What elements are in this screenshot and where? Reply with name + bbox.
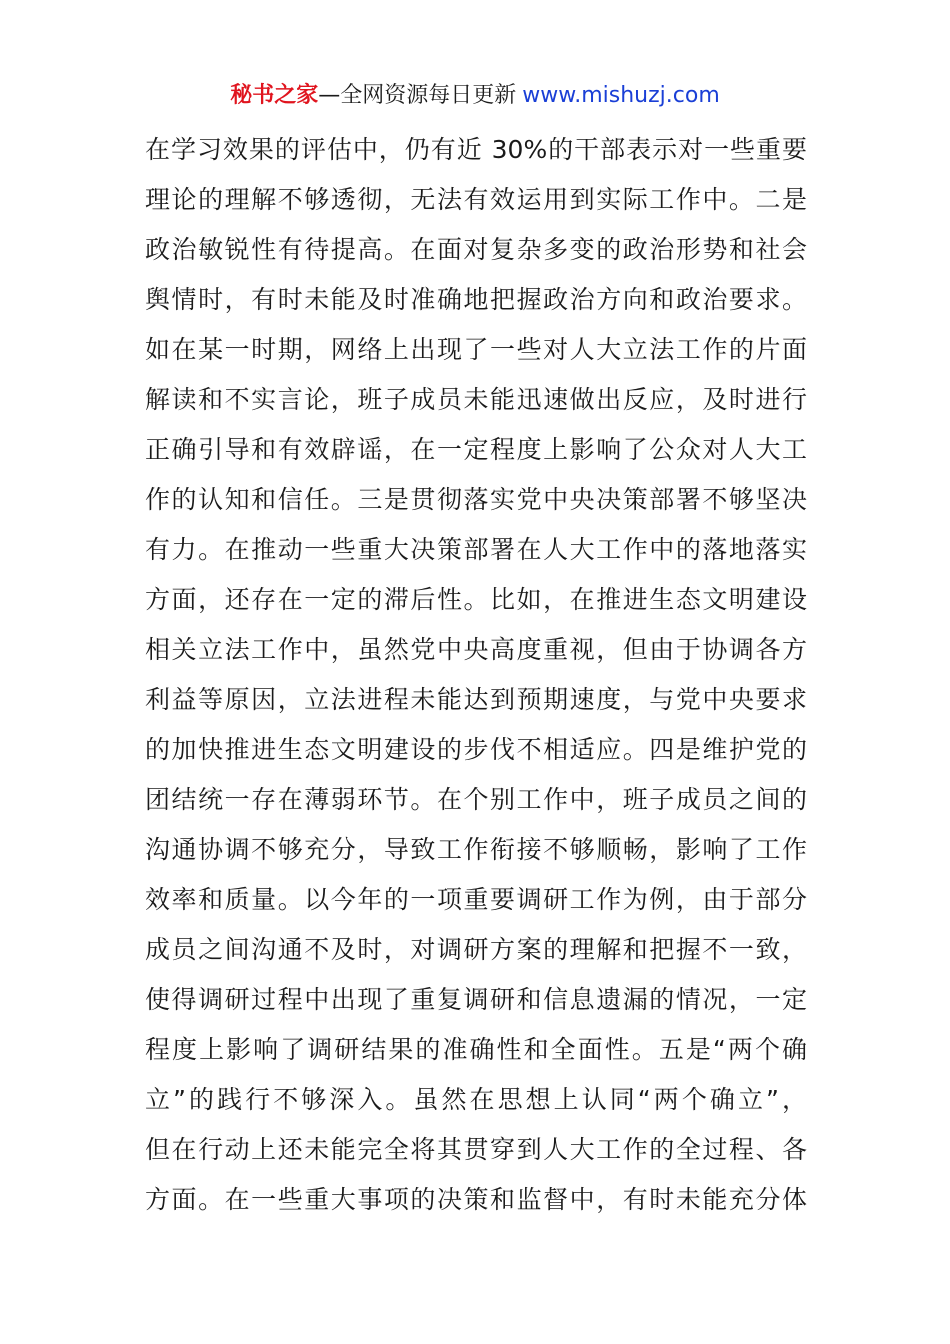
text-line: 正确引导和有效辟谣，在一定程度上影响了公众对人大工 xyxy=(145,435,807,464)
text-line: 程度上影响了调研结果的准确性和全面性。五是“两个确 xyxy=(145,1035,807,1064)
text-line: 在学习效果的评估中，仍有近 30%的干部表示对一些重要 xyxy=(145,135,807,164)
text-line: 舆情时，有时未能及时准确地把握政治方向和政治要求。 xyxy=(145,285,807,314)
text-line: 立”的践行不够深入。虽然在思想上认同“两个确立”， xyxy=(145,1085,807,1114)
text-line: 的加快推进生态文明建设的步伐不相适应。四是维护党的 xyxy=(145,735,807,764)
text-line: 有力。在推动一些重大决策部署在人大工作中的落地落实 xyxy=(145,535,807,564)
brand-name: 秘书之家 xyxy=(230,83,319,108)
text-line: 利益等原因，立法进程未能达到预期速度，与党中央要求 xyxy=(145,685,807,714)
body-text xyxy=(145,125,807,1225)
text-line: 解读和不实言论，班子成员未能迅速做出反应，及时进行 xyxy=(145,385,807,414)
text-line: 理论的理解不够透彻，无法有效运用到实际工作中。二是 xyxy=(145,185,807,214)
text-line: 效率和质量。以今年的一项重要调研工作为例，由于部分 xyxy=(145,885,807,914)
text-line: 但在行动上还未能完全将其贯穿到人大工作的全过程、各 xyxy=(145,1135,807,1164)
text-line: 使得调研过程中出现了重复调研和信息遗漏的情况，一定 xyxy=(145,985,807,1014)
text-line: 团结统一存在薄弱环节。在个别工作中，班子成员之间的 xyxy=(145,785,807,814)
site-url-link[interactable]: www.mishuzj.com xyxy=(522,83,720,108)
text-line: 方面。在一些重大事项的决策和监督中，有时未能充分体 xyxy=(145,1185,807,1214)
text-line: 如在某一时期，网络上出现了一些对人大立法工作的片面 xyxy=(145,335,807,364)
page-header xyxy=(0,80,950,112)
text-line: 政治敏锐性有待提高。在面对复杂多变的政治形势和社会 xyxy=(145,235,807,264)
header-tagline: —全网资源每日更新 xyxy=(318,83,517,108)
text-line: 相关立法工作中，虽然党中央高度重视，但由于协调各方 xyxy=(145,635,807,664)
text-line: 成员之间沟通不及时，对调研方案的理解和把握不一致， xyxy=(145,935,807,964)
text-line: 作的认知和信任。三是贯彻落实党中央决策部署不够坚决 xyxy=(145,485,807,514)
text-line: 方面，还存在一定的滞后性。比如，在推进生态文明建设 xyxy=(145,585,807,614)
text-line: 沟通协调不够充分，导致工作衔接不够顺畅，影响了工作 xyxy=(145,835,807,864)
